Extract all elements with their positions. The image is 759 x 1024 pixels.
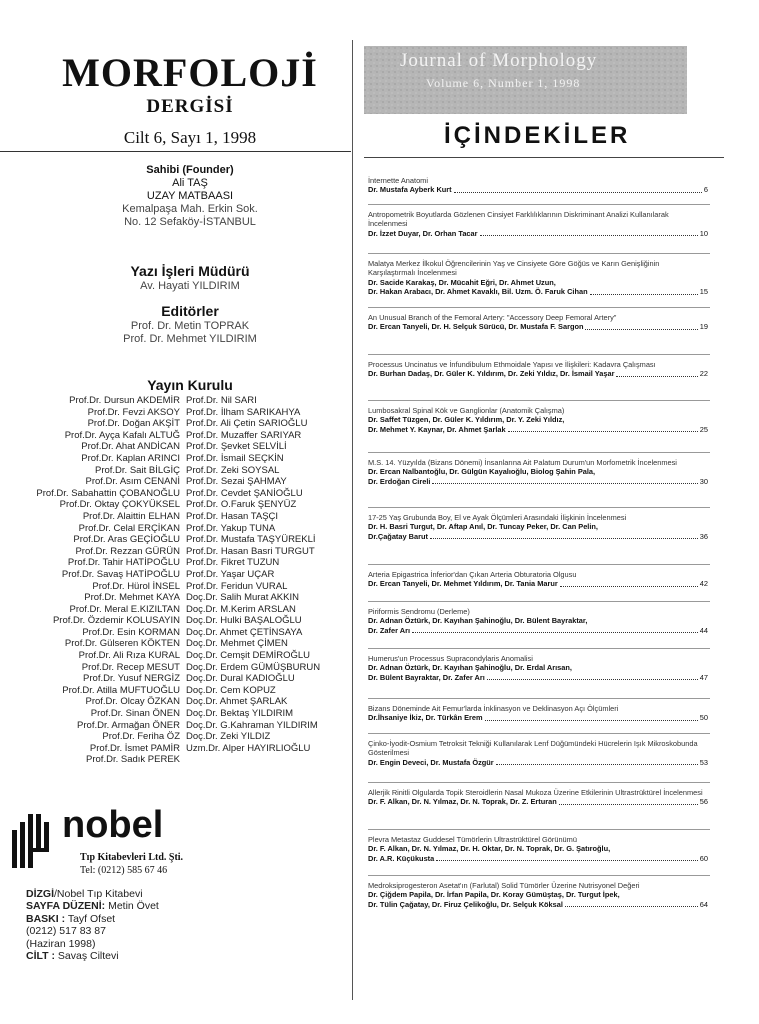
board-member: Prof.Dr. Savaş HATİPOĞLU [61,568,180,580]
board-member: Prof.Dr. Ayça Kafalı ALTUĞ [64,429,180,441]
contents-column [364,0,759,1024]
credit-value: (0212) 517 83 87 [26,925,106,938]
toc-page-number: 44 [699,625,708,635]
owner-heading: Sahibi (Founder) [146,164,234,176]
toc-article-title: Plevra Metastaz Guddesel Tümörlerin Ultrastrüktürel Görünümü [368,835,577,844]
toc-page-number: 36 [699,531,708,541]
board-member: Prof.Dr. Gülseren KÖKTEN [64,638,180,650]
toc-authors: Dr. Mehmet Y. Kaynar, Dr. Ahmet Şarlak [368,424,506,434]
masthead-divider [0,151,351,152]
masthead [30,50,350,148]
toc-entry [368,739,708,767]
credit-line [26,900,266,912]
toc-leader-dots [565,906,698,907]
toc-authors: Dr. Sacide Karakaş, Dr. Mücahit Eğri, Dr. Ahmet Uzun, [368,277,556,287]
toc-entry-divider [368,601,710,602]
masthead-column [0,0,352,1024]
toc-entry [368,176,708,195]
toc-entry-divider [368,875,710,876]
toc-authors: Dr. Burhan Dadaş, Dr. Güler K. Yıldırım, Dr. Zeki Yıldız, Dr. İsmail Yaşar [368,369,615,379]
toc-author-line [368,854,708,863]
toc-entry-divider [368,354,710,355]
owner-address-1: Kemalpaşa Mah. Erkin Sok. [122,203,258,215]
toc-page-number: 15 [699,287,708,297]
toc-leader-dots [432,483,697,484]
toc-page-number: 56 [699,797,708,807]
toc-author-line [368,532,708,541]
board-column-left [0,395,180,766]
board-member: Doç.Dr. M.Kerim ARSLAN [186,603,296,615]
managing-editor-block [30,262,350,293]
toc-entry [368,210,708,238]
board-member: Prof.Dr. Fevzi AKSOY [87,406,180,418]
toc-entry [368,570,708,589]
board-member: Doç.Dr. Hulki BAŞALOĞLU [186,615,302,627]
toc-entry-divider [368,452,710,453]
toc-leader-dots [436,860,698,861]
board-member: Doç.Dr. Mehmet ÇİMEN [186,638,288,650]
toc-author-line [368,369,708,378]
journal-subtitle: DERGİSİ [146,96,234,117]
toc-author-line [368,579,708,588]
toc-entry [368,881,708,909]
toc-authors: Dr. H. Basri Turgut, Dr. Aftap Anıl, Dr. Tuncay Peker, Dr. Can Pelin, [368,522,598,532]
board-member: Prof.Dr. Zeki SOYSAL [186,464,280,476]
toc-article-title: Arteria Epigastrica İnferior'dan Çıkan Arteria Obturatoria Olgusu [368,570,577,579]
toc-leader-dots [454,192,702,193]
toc-entry-divider [368,400,710,401]
board-member: Prof.Dr. Hürol İNSEL [92,580,180,592]
toc-author-line [368,229,708,238]
credit-value: Tayf Ofset [65,912,116,925]
toc-authors: Dr. Adnan Öztürk, Dr. Kayıhan Şahinoğlu, Dr. Bülent Bayraktar, [368,616,588,626]
toc-author-line [368,322,708,331]
toc-author-line [368,673,708,682]
toc-authors: Dr. Zafer Arı [368,625,411,635]
production-credits [26,888,266,962]
board-member: Prof.Dr. Recep MESUT [81,661,180,673]
publisher-logo-word: nobel [62,804,164,846]
board-member: Prof.Dr. Nil SARI [186,395,257,406]
editor-name: Prof. Dr. Mehmet YILDIRIM [123,333,257,345]
credit-label: SAYFA DÜZENİ: [26,900,106,913]
toc-page-number: 60 [699,853,708,863]
toc-article-title: Allerjik Rinitli Olgularda Topik Steroidlerin Nasal Mukoza Üzerine Etkilerinin Ultrastrüktürel İncelenmesi [368,788,703,797]
column-divider [352,40,353,1000]
toc-page-number: 19 [699,322,708,332]
credit-line [26,925,266,937]
board-member: Prof.Dr. Rezzan GÜRÜN [75,545,180,557]
owner-block [30,164,350,229]
toc-article-title: M.S. 14. Yüzyılda (Bizans Dönemi) İnsanlarına Ait Palatum Durum'un Morfometrik İncelenmesi [368,458,677,467]
toc-authors: Dr. Ercan Nalbantoğlu, Dr. Gülgün Kayalıoğlu, Biolog Şahin Pala, [368,467,596,477]
toc-entry-divider [368,698,710,699]
toc-entry-divider [368,253,710,254]
board-member: Prof.Dr. Muzaffer SARIYAR [186,429,302,441]
credit-value: /Nobel Tıp Kitabevi [54,888,143,900]
board-member: Prof.Dr. Hasan Basri TURGUT [186,545,315,557]
toc-leader-dots [559,804,698,805]
toc-page-number: 53 [699,757,708,767]
board-member: Prof.Dr. Oktay ÇOKYÜKSEL [59,499,180,511]
toc-entry [368,607,708,635]
contents-heading: İÇİNDEKİLER [444,122,631,149]
toc-entry [368,835,708,863]
credit-line [26,938,266,950]
board-member: Prof.Dr. Atilla MUFTUOĞLU [62,684,180,696]
toc-authors: Dr. Adnan Öztürk, Dr. Kayıhan Şahinoğlu, Dr. Erdal Arısan, [368,663,572,673]
board-member: Prof.Dr. Ali Rıza KURAL [78,650,180,662]
board-member: Prof.Dr. Mehmet KAYA [84,592,180,604]
board-member: Prof.Dr. Fikret TUZUN [186,557,280,569]
toc-leader-dots [585,329,697,330]
toc-leader-dots [560,586,698,587]
issue-info: Cilt 6, Sayı 1, 1998 [123,128,257,147]
toc-article-title: Medroksiprogesteron Asetat'ın (Farlutal) Solid Tümörler Üzerine Nutrisyonel Değeri [368,881,640,890]
board-member: Prof.Dr. Cevdet ŞANİOĞLU [186,487,303,499]
toc-entry [368,406,708,434]
toc-leader-dots [412,632,698,633]
english-title-banner [364,46,687,114]
toc-leader-dots [508,431,698,432]
toc-authors: Dr. F. Alkan, Dr. N. Yılmaz, Dr. H. Oktar, Dr. N. Toprak, Dr. G. Şatıroğlu, [368,844,611,854]
board-member: Prof.Dr. Sinan ÖNEN [90,708,180,720]
board-member: Prof.Dr. Olcay ÖZKAN [85,696,180,708]
toc-authors: Dr. Hakan Arabacı, Dr. Ahmet Kavaklı, Bil. Uzm. Ö. Faruk Cihan [368,287,588,297]
toc-entry [368,704,708,723]
board-member: Prof.Dr. Feriha ÖZ [102,731,180,743]
toc-leader-dots [430,538,698,539]
board-member: Prof.Dr. Dursun AKDEMİR [69,395,180,406]
toc-page-number: 30 [699,476,708,486]
board-member: Prof.Dr. Sezai ŞAHMAY [186,476,287,488]
board-member: Prof.Dr. Tahir HATİPOĞLU [67,557,180,569]
board-member: Prof.Dr. Doğan AKŞİT [87,418,180,430]
contents-heading-rule [364,157,724,158]
publisher-phone: Tel: (0212) 585 67 46 [80,865,168,876]
managing-editor-name: Av. Hayati YILDIRIM [140,280,240,292]
board-member: Prof.Dr. Özdemir KOLUSAYIN [52,615,180,627]
toc-entry-divider [368,307,710,308]
toc-author-line [368,713,708,722]
editors-block [30,302,350,346]
board-member: Prof.Dr. Ali Çetin SARIOĞLU [186,418,308,430]
toc-authors: Dr. Saffet Tüzgen, Dr. Güler K. Yıldırım, Dr. Y. Zeki Yıldız, [368,415,565,425]
editors-heading: Editörler [161,303,219,319]
managing-editor-heading: Yazı İşleri Müdürü [130,263,250,279]
toc-authors: Dr. İzzet Duyar, Dr. Orhan Tacar [368,228,478,238]
board-member: Doç.Dr. Erdem GÜMÜŞBURUN [186,661,321,673]
board-member: Prof.Dr. Ahat ANDİCAN [81,441,180,453]
toc-leader-dots [496,764,698,765]
board-member: Prof.Dr. Armağan ÖNER [77,719,180,731]
credit-line [26,950,266,962]
toc-authors: Dr. Ercan Tanyeli, Dr. Mehmet Yıldırım, Dr. Tania Marur [368,579,558,589]
toc-article-title: An Unusual Branch of the Femoral Artery: "Accessory Deep Femoral Artery" [368,313,617,322]
board-member: Doç.Dr. Bektaş YILDIRIM [186,708,293,720]
toc-entry-divider [368,564,710,565]
toc-entry-divider [368,507,710,508]
banner-volume: Volume 6, Number 1, 1998 [426,76,581,90]
toc-article-title: Piriformis Sendromu (Derleme) [368,607,470,616]
toc-page-number: 50 [699,713,708,723]
toc-article-title: Humerus'un Processus Supracondylaris Anomalisi [368,654,533,663]
board-member: Doç.Dr. G.Kahraman YILDIRIM [186,719,318,731]
board-member: Doç.Dr. Salih Murat AKKIN [186,592,299,604]
toc-page-number: 25 [699,424,708,434]
toc-authors: Dr. Bülent Bayraktar, Dr. Zafer Arı [368,672,485,682]
toc-page-number: 42 [699,579,708,589]
board-member: Prof.Dr. İsmet PAMİR [89,742,180,754]
toc-article-title: 17-25 Yaş Grubunda Boy, El ve Ayak Ölçümleri Arasındaki İlişkinin İncelenmesi [368,513,627,522]
credit-label: DİZGİ [26,888,54,900]
board-member: Uzm.Dr. Alper HAYIRLIOĞLU [186,742,311,754]
toc-entry-divider [368,204,710,205]
toc-authors: Dr. Çiğdem Papila, Dr. İrfan Papila, Dr. Koray Gümüştaş, Dr. Turgut İpek, [368,890,620,900]
toc-entry-divider [368,829,710,830]
toc-author-line [368,477,708,486]
toc-entry [368,654,708,682]
board-member: Doç.Dr. Cemşit DEMİROĞLU [186,650,311,662]
toc-author-line [368,797,708,806]
editor-name: Prof. Dr. Metin TOPRAK [130,320,250,332]
banner-journal-title: Journal of Morphology [400,50,598,71]
toc-author-line [368,287,708,296]
toc-page-number: 64 [699,899,708,909]
board-member: Prof.Dr. Şevket SELVİLİ [186,441,287,453]
toc-authors: Dr. A.R. Küçükusta [368,853,435,863]
toc-article-title: İnternette Anatomi [368,176,428,185]
toc-article-title: Çinko-İyodit-Osmium Tetroksit Tekniği Kullanılarak Lenf Düğümündeki Hücrelerin Işık Mikroskobunda Gösterilmesi [368,739,698,758]
credit-line [26,888,266,900]
toc-entry [368,259,708,297]
board-member: Prof.Dr. Aras GEÇİOĞLU [73,534,180,546]
toc-page-number: 22 [699,369,708,379]
board-member: Doç.Dr. Cem KOPUZ [186,684,276,696]
toc-entry [368,313,708,332]
board-member: Prof.Dr. Sait BİLGİÇ [95,464,180,476]
board-member: Prof.Dr. Mustafa TAŞYÜREKLİ [186,534,316,546]
toc-authors: Dr. F. Alkan, Dr. N. Yılmaz, Dr. N. Toprak, Dr. Z. Erturan [368,797,557,807]
board-column-right [186,395,352,754]
owner-address-2: No. 12 Sefaköy-İSTANBUL [124,216,256,228]
credit-value: (Haziran 1998) [26,937,96,950]
toc-leader-dots [485,720,698,721]
toc-page-number: 10 [699,228,708,238]
toc-article-title: Lumbosakral Spinal Kök ve Ganglionlar (Anatomik Çalışma) [368,406,565,415]
board-member: Prof.Dr. İlham SARIKAHYA [186,406,301,418]
toc-entry [368,458,708,486]
toc-article-title: Malatya Merkez İlkokul Öğrencilerinin Yaş ve Cinsiyete Göre Göğüs ve Karın Genişliğinin Karşılaştırmalı İncelenmesi [368,259,660,278]
board-member: Prof.Dr. Sabahattin ÇOBANOĞLU [36,487,180,499]
board-heading-block [30,376,350,394]
toc-page-number: 47 [699,672,708,682]
toc-authors: Dr. Engin Deveci, Dr. Mustafa Özgür [368,757,494,767]
board-member: Prof.Dr. Esin KORMAN [82,626,180,638]
toc-author-line [368,758,708,767]
board-member: Doç.Dr. Ahmet ŞARLAK [186,696,288,708]
toc-article-title: Bizans Döneminde Ait Femur'larda İnklinasyon ve Deklinasyon Açı Ölçümleri [368,704,619,713]
toc-leader-dots [616,376,697,377]
owner-company: UZAY MATBAASI [146,190,234,202]
board-member: Prof.Dr. Meral E.KIZILTAN [69,603,180,615]
board-member: Doç.Dr. Zeki YILDIZ [186,731,271,743]
board-member: Prof.Dr. Feridun VURAL [186,580,288,592]
publisher-logo [10,804,210,880]
toc-authors: Dr. Ercan Tanyeli, Dr. H. Selçuk Sürücü, Dr. Mustafa F. Sargon [368,322,584,332]
owner-name: Ali TAŞ [172,177,208,189]
toc-entry [368,360,708,379]
toc-page-number: 6 [703,185,708,195]
toc-entry-divider [368,648,710,649]
toc-leader-dots [480,235,698,236]
publisher-emblem-icon [10,812,56,870]
board-member: Doç.Dr. Dural KADIOĞLU [186,673,295,685]
toc-entry-divider [368,782,710,783]
toc-authors: Dr. Mustafa Ayberk Kurt [368,185,452,195]
board-member: Prof.Dr. O.Faruk ŞENYÜZ [186,499,297,511]
toc-article-title: Antropometrik Boyutlarda Gözlenen Cinsiyet Farklılıklarının Diskriminant Analizi Kullanılarak İncelenmesi [368,210,669,229]
board-member: Doç.Dr. Ahmet ÇETİNSAYA [186,626,303,638]
credit-label: CİLT : [26,950,55,963]
toc-author-line [368,185,708,194]
board-member: Prof.Dr. Yakup TUNA [186,522,276,534]
toc-author-line [368,626,708,635]
toc-author-line [368,900,708,909]
credit-line [26,913,266,925]
toc-entry [368,788,708,807]
board-heading: Yayın Kurulu [147,377,233,393]
toc-authors: Dr. Tülin Çağatay, Dr. Firuz Çelikoğlu, Dr. Selçuk Köksal [368,899,563,909]
board-member: Prof.Dr. Asım CENANİ [85,476,180,488]
publisher-name: Tıp Kitabevleri Ltd. Şti. [80,852,184,863]
toc-authors: Dr. Erdoğan Cireli [368,476,431,486]
toc-leader-dots [590,294,698,295]
credit-value: Savaş Ciltevi [54,950,119,963]
board-member: Prof.Dr. Celal ERÇİKAN [78,522,180,534]
toc-entry [368,513,708,541]
credit-label: BASKI : [26,912,66,925]
board-member: Prof.Dr. Hasan TAŞÇI [186,510,279,522]
toc-article-title: Processus Uncinatus ve İnfundibulum Ethmoidale Yapısı ve İlişkileri: Kadavra Çalışması [368,360,656,369]
board-member: Prof.Dr. İsmail SEÇKİN [186,452,284,464]
toc-leader-dots [487,679,698,680]
journal-title: MORFOLOJİ [62,50,318,95]
toc-authors: Dr.İhsaniye İkiz, Dr. Türkân Erem [368,713,483,723]
board-member: Prof.Dr. Kaplan ARINCI [81,452,180,464]
board-member: Prof.Dr. Alaittin ELHAN [82,510,180,522]
board-member: Prof.Dr. Sadık PEREK [86,754,180,766]
credit-value: Metin Övet [105,900,159,913]
board-member: Prof.Dr. Yaşar UÇAR [186,568,275,580]
toc-author-line [368,425,708,434]
toc-authors: Dr.Çağatay Barut [368,531,428,541]
board-member: Prof.Dr. Yusuf NERGİZ [83,673,180,685]
toc-entry-divider [368,733,710,734]
